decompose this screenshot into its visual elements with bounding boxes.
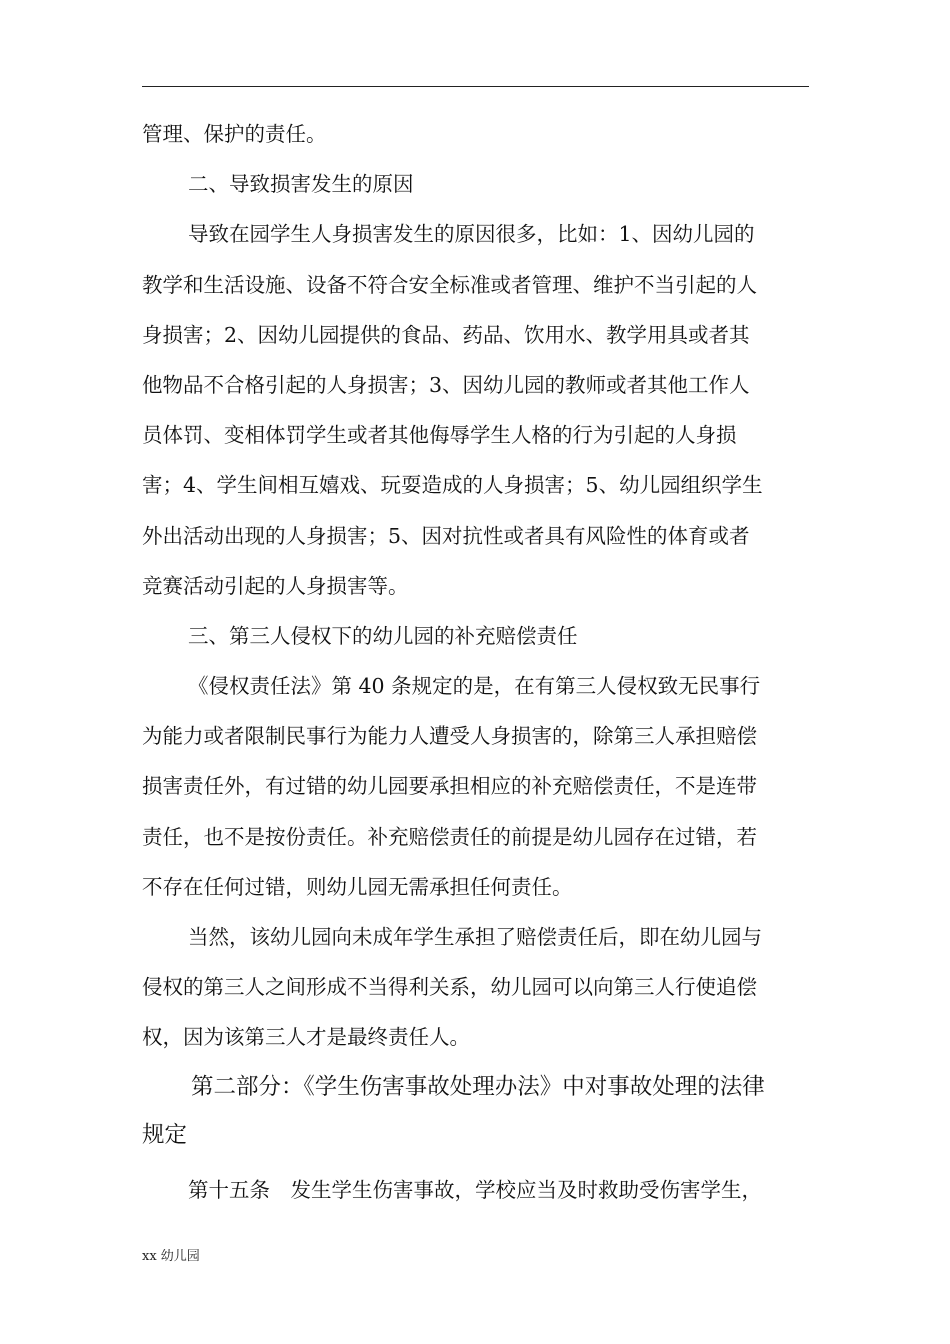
paragraph-line: 外出活动出现的人身损害；5、因对抗性或者具有风险性的体育或者	[142, 523, 750, 548]
paragraph-line: 害；4、学生间相互嬉戏、玩耍造成的人身损害；5、幼儿园组织学生	[142, 473, 763, 498]
paragraph-line: 损害责任外，有过错的幼儿园要承担相应的补充赔偿责任，不是连带	[142, 774, 757, 799]
paragraph-line: 竞赛活动引起的人身损害等。	[142, 573, 409, 598]
section-heading: 二、导致损害发生的原因	[188, 172, 414, 197]
paragraph-line: 他物品不合格引起的人身损害；3、因幼儿园的教师或者其他工作人	[142, 372, 750, 397]
header-rule	[142, 86, 809, 87]
paragraph-line: 《侵权责任法》第 40 条规定的是，在有第三人侵权致无民事行	[188, 674, 761, 699]
paragraph-line: 身损害；2、因幼儿园提供的食品、药品、饮用水、教学用具或者其	[142, 322, 750, 347]
document-body	[142, 109, 809, 1215]
paragraph-line: 为能力或者限制民事行为能力人遭受人身损害的，除第三人承担赔偿	[142, 724, 757, 749]
paragraph-line: 教学和生活设施、设备不符合安全标准或者管理、维护不当引起的人	[142, 272, 757, 297]
paragraph-line: 管理、保护的责任。	[142, 122, 327, 146]
part-heading-continuation: 规定	[142, 1121, 188, 1148]
page-footer: xx 幼儿园	[142, 1249, 200, 1264]
paragraph-line: 导致在园学生人身损害发生的原因很多，比如：1、因幼儿园的	[188, 222, 755, 247]
section-heading: 三、第三人侵权下的幼儿园的补充赔偿责任	[188, 623, 578, 648]
paragraph-line: 员体罚、变相体罚学生或者其他侮辱学生人格的行为引起的人身损	[142, 423, 737, 448]
paragraph-line: 不存在任何过错，则幼儿园无需承担任何责任。	[142, 874, 573, 899]
paragraph-line: 侵权的第三人之间形成不当得利关系，幼儿园可以向第三人行使追偿	[142, 975, 757, 1000]
article-line: 第十五条 发生学生伤害事故，学校应当及时救助受伤害学生，	[188, 1177, 762, 1202]
paragraph-line: 当然，该幼儿园向未成年学生承担了赔偿责任后，即在幼儿园与	[188, 925, 762, 949]
paragraph-line: 责任，也不是按份责任。补充赔偿责任的前提是幼儿园存在过错，若	[142, 824, 757, 849]
paragraph-line: 权，因为该第三人才是最终责任人。	[142, 1025, 470, 1050]
part-heading: 第二部分：《学生伤害事故处理办法》中对事故处理的法律	[191, 1073, 765, 1100]
